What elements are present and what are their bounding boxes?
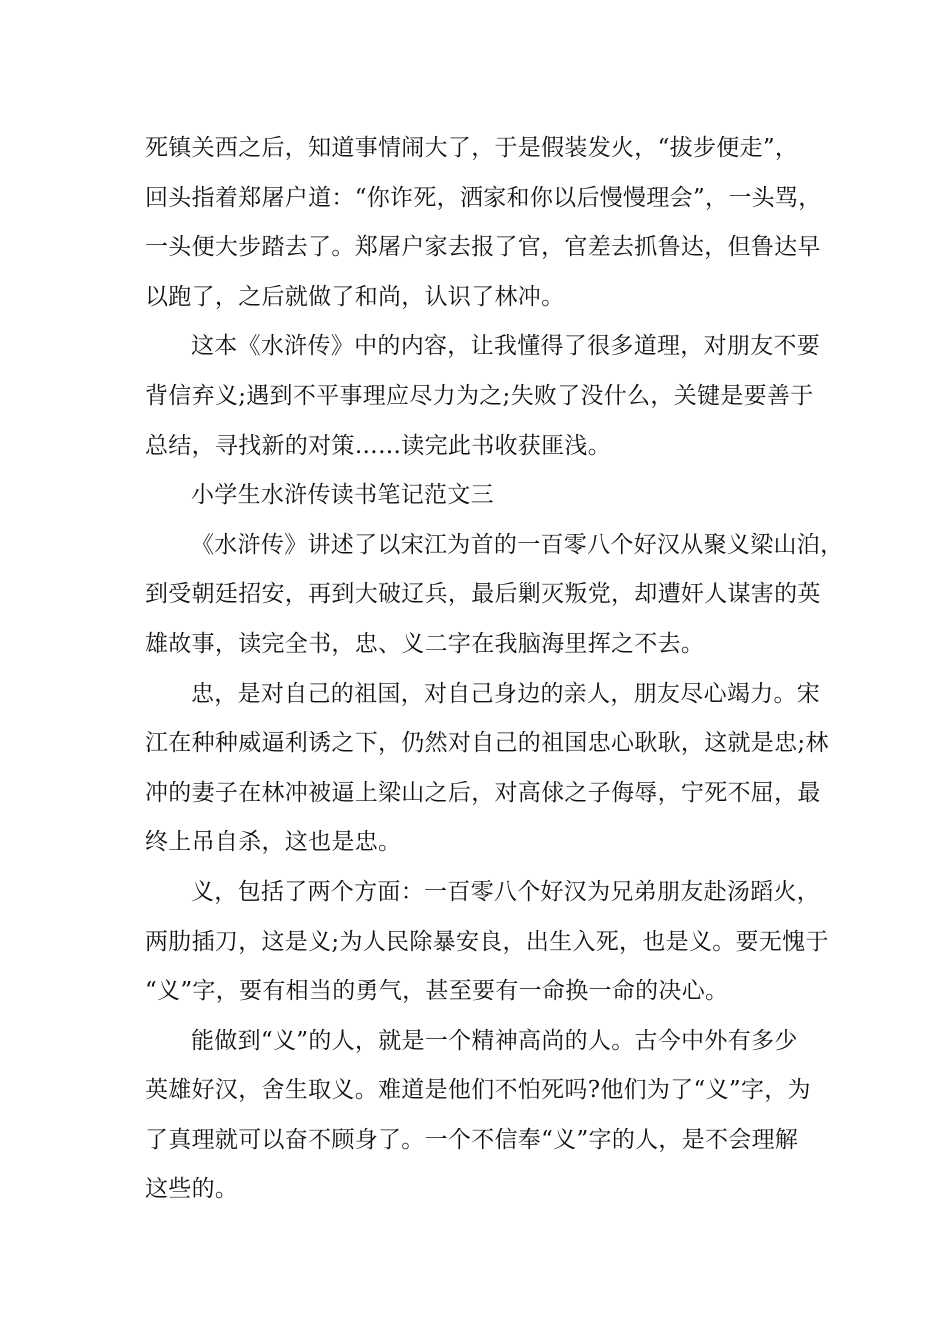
text-line: 一头便大步踏去了。郑屠户家去报了官，官差去抓鲁达，但鲁达早: [145, 234, 821, 261]
text-line: “义”字，要有相当的勇气，甚至要有一命换一命的决心。: [145, 978, 729, 1005]
paragraph-first-line: 《水浒传》讲述了以宋江为首的一百零八个好汉从聚义梁山泊，: [191, 531, 844, 558]
document-body: [145, 124, 844, 1215]
paragraph-first-line: 义，包括了两个方面：一百零八个好汉为兄弟朋友赴汤蹈火，: [191, 878, 821, 905]
text-line: 终上吊自杀，这也是忠。: [145, 829, 402, 856]
text-line: 到受朝廷招安，再到大破辽兵，最后剿灭叛党，却遭奸人谋害的英: [145, 581, 821, 608]
text-line: 了真理就可以奋不顾身了。一个不信奉“义”字的人，是不会理解: [145, 1126, 799, 1153]
text-line: 以跑了，之后就做了和尚，认识了林冲。: [145, 283, 565, 310]
text-line: 这些的。: [145, 1176, 239, 1203]
text-line: 背信弃义;遇到不平事理应尽力为之;失败了没什么，关键是要善于: [145, 382, 814, 409]
text-line: 冲的妻子在林冲被逼上梁山之后，对高俅之子侮辱，宁死不屈，最: [145, 779, 821, 806]
text-line: 江在种种威逼利诱之下，仍然对自己的祖国忠心耿耿，这就是忠;林: [145, 730, 829, 757]
text-line: 英雄好汉，舍生取义。难道是他们不怕死吗?他们为了“义”字，为: [145, 1077, 811, 1104]
text-line: 雄故事，读完全书，忠、义二字在我脑海里挥之不去。: [145, 630, 705, 657]
text-line: 回头指着郑屠户道：“你诈死，洒家和你以后慢慢理会”，一头骂，: [145, 184, 822, 211]
text-line: 两肋插刀，这是义;为人民除暴安良，出生入死，也是义。要无愧于: [145, 928, 829, 955]
section-heading: 小学生水浒传读书笔记范文三: [191, 482, 494, 509]
paragraph-first-line: 这本《水浒传》中的内容，让我懂得了很多道理，对朋友不要: [191, 333, 821, 360]
text-line: 死镇关西之后，知道事情闹大了，于是假装发火，“拔步便走”，: [145, 135, 799, 161]
paragraph-first-line: 能做到“义”的人，就是一个精神高尚的人。古今中外有多少: [191, 1027, 798, 1054]
paragraph-first-line: 忠，是对自己的祖国，对自己身边的亲人，朋友尽心竭力。宋: [191, 680, 821, 707]
text-line: 总结，寻找新的对策……读完此书收获匪浅。: [145, 432, 611, 459]
